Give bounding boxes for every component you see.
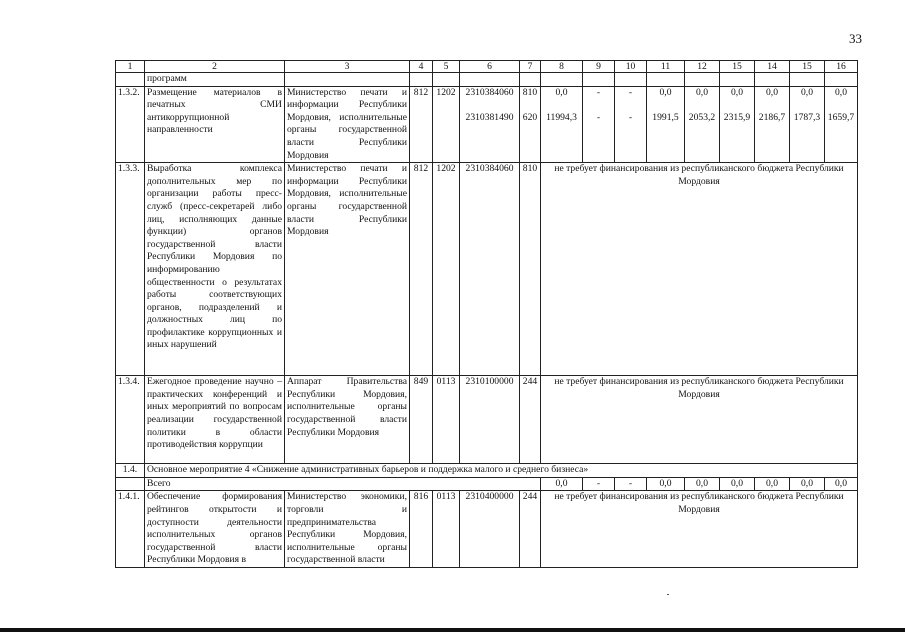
value: 1787,3 [793, 112, 821, 124]
value: 0,0 [696, 86, 708, 98]
header-cell: 16 [825, 61, 858, 73]
total-value: 0,0 [541, 477, 583, 491]
value: - [596, 112, 601, 124]
value: 2315,9 [723, 112, 751, 124]
financing-note: не требует финансирования из республиканского бюджета Республики Мордовия [541, 491, 858, 568]
value: 1991,5 [652, 112, 679, 124]
header-cell: 3 [285, 61, 410, 73]
header-cell: 15 [720, 61, 755, 73]
row-number: 1.3.4. [116, 376, 145, 464]
row-number: 1.3.3. [116, 163, 145, 376]
header-cell: 7 [520, 61, 541, 73]
value: 0,0 [835, 86, 847, 98]
amount-col-13 [720, 86, 755, 163]
amount-col-14 [755, 86, 790, 163]
code-section: 0113 [433, 376, 460, 464]
amount-col-11 [647, 86, 685, 163]
code-section: 0113 [433, 491, 460, 568]
table-row-1-3-2 [116, 86, 858, 163]
value: 1659,7 [827, 112, 855, 124]
expense-type-b: 620 [522, 112, 538, 124]
total-value: 0,0 [790, 477, 825, 491]
header-cell: 1 [116, 61, 145, 73]
total-value: 0,0 [825, 477, 858, 491]
value: - [596, 86, 601, 98]
continuation-text: программ [145, 73, 285, 87]
main-measure-title [145, 464, 858, 478]
value: - [628, 86, 633, 98]
amount-col-16 [825, 86, 858, 163]
code-target-article [460, 86, 520, 163]
scan-speck [667, 594, 669, 595]
code-expense-type: 810 [520, 163, 541, 376]
total-value: 0,0 [755, 477, 790, 491]
amount-col-15 [790, 86, 825, 163]
amount-col-9 [583, 86, 615, 163]
header-cell: 12 [685, 61, 720, 73]
amount-col-12 [685, 86, 720, 163]
amount-col-10 [615, 86, 647, 163]
code-target-article: 2310400000 [460, 491, 520, 568]
total-row [116, 477, 858, 491]
value: 0,0 [731, 86, 743, 98]
row-number: 1.3.2. [116, 86, 145, 163]
total-value: 0,0 [685, 477, 720, 491]
measure-description: Ежегодное проведение научно – практических конференций и иных мероприятий по вопросам реализации государственной политики в области противодействия коррупции [145, 376, 285, 464]
header-cell: 15 [790, 61, 825, 73]
header-cell: 9 [583, 61, 615, 73]
code-section: 1202 [433, 163, 460, 376]
executor: Министерство печати и информации Республики Мордовия, исполнительные органы государственной власти Республики Мордовия [285, 86, 410, 163]
code-section: 1202 [433, 86, 460, 163]
budget-table [115, 60, 858, 568]
header-cell: 4 [410, 61, 433, 73]
expense-type-a: 810 [522, 86, 538, 98]
code-grbs: 849 [410, 376, 433, 464]
total-label: Всего [145, 477, 541, 491]
column-number-row [116, 61, 858, 73]
continuation-row [116, 73, 858, 87]
measure-description: Размещение материалов в печатных СМИ антикоррупционной направленности [145, 86, 285, 163]
code-expense-type [520, 86, 541, 163]
table-row-1-3-4 [116, 376, 858, 464]
value: 0,0 [766, 86, 778, 98]
code-target-b: 2310381490 [465, 112, 514, 124]
code-grbs: 816 [410, 491, 433, 568]
code-expense-type: 244 [520, 376, 541, 464]
code-expense-type: 244 [520, 491, 541, 568]
header-cell: 14 [755, 61, 790, 73]
measure-description: Выработка комплекса дополнительных мер по организации работы пресс-служб (пресс-секретарей либо лиц, исполняющих данные функции) органов государственной власти Республики Мордовия по информированию общественности о результатах работы соответствующих органов, подразделений и должностных лиц по профилактике коррупционных и иных нарушений [145, 163, 285, 376]
scan-bottom-edge [0, 628, 905, 632]
total-value: 0,0 [720, 477, 755, 491]
table-row-1-4 [116, 464, 858, 478]
header-cell: 8 [541, 61, 583, 73]
executor: Аппарат Правительства Республики Мордовия, исполнительные органы государственной власти Республики Мордовия [285, 376, 410, 464]
header-cell: 11 [647, 61, 685, 73]
measure-description: Обеспечение формирования рейтингов открытости и доступности деятельности исполнительных органов государственной власти Республики Мордовия в [145, 491, 285, 568]
executor: Министерство экономики, торговли и предпринимательства Республики Мордовия, исполнительные органы государственной власти [285, 491, 410, 568]
value: 2186,7 [758, 112, 786, 124]
row-number: 1.4.1. [116, 491, 145, 568]
page-number: 33 [849, 31, 862, 46]
total-value: - [583, 477, 615, 491]
total-value: - [615, 477, 647, 491]
amount-col-8 [541, 86, 583, 163]
header-cell: 6 [460, 61, 520, 73]
main-measure-text: Основное мероприятие 4 «Снижение административных барьеров и поддержка малого и среднего бизнеса» [147, 464, 589, 476]
executor: Министерство печати и информации Республики Мордовия, исполнительные органы государственной власти Республики Мордовия [285, 163, 410, 376]
row-number: 1.4. [116, 464, 145, 478]
code-grbs: 812 [410, 163, 433, 376]
code-target-article: 2310384060 [460, 163, 520, 376]
financing-note: не требует финансирования из республиканского бюджета Республики Мордовия [541, 376, 858, 464]
value: - [628, 112, 633, 124]
table-row-1-3-3 [116, 163, 858, 376]
table-row-1-4-1 [116, 491, 858, 568]
header-cell: 2 [145, 61, 285, 73]
value: 0,0 [801, 86, 813, 98]
financing-note: не требует финансирования из республиканского бюджета Республики Мордовия [541, 163, 858, 376]
value: 2053,2 [688, 112, 716, 124]
header-cell: 10 [615, 61, 647, 73]
header-cell: 5 [433, 61, 460, 73]
code-target-article: 2310100000 [460, 376, 520, 464]
value: 11994,3 [546, 112, 577, 124]
value: 0,0 [555, 86, 568, 98]
value: 0,0 [659, 86, 672, 98]
code-target-a: 2310384060 [465, 86, 514, 98]
code-grbs: 812 [410, 86, 433, 163]
total-value: 0,0 [647, 477, 685, 491]
